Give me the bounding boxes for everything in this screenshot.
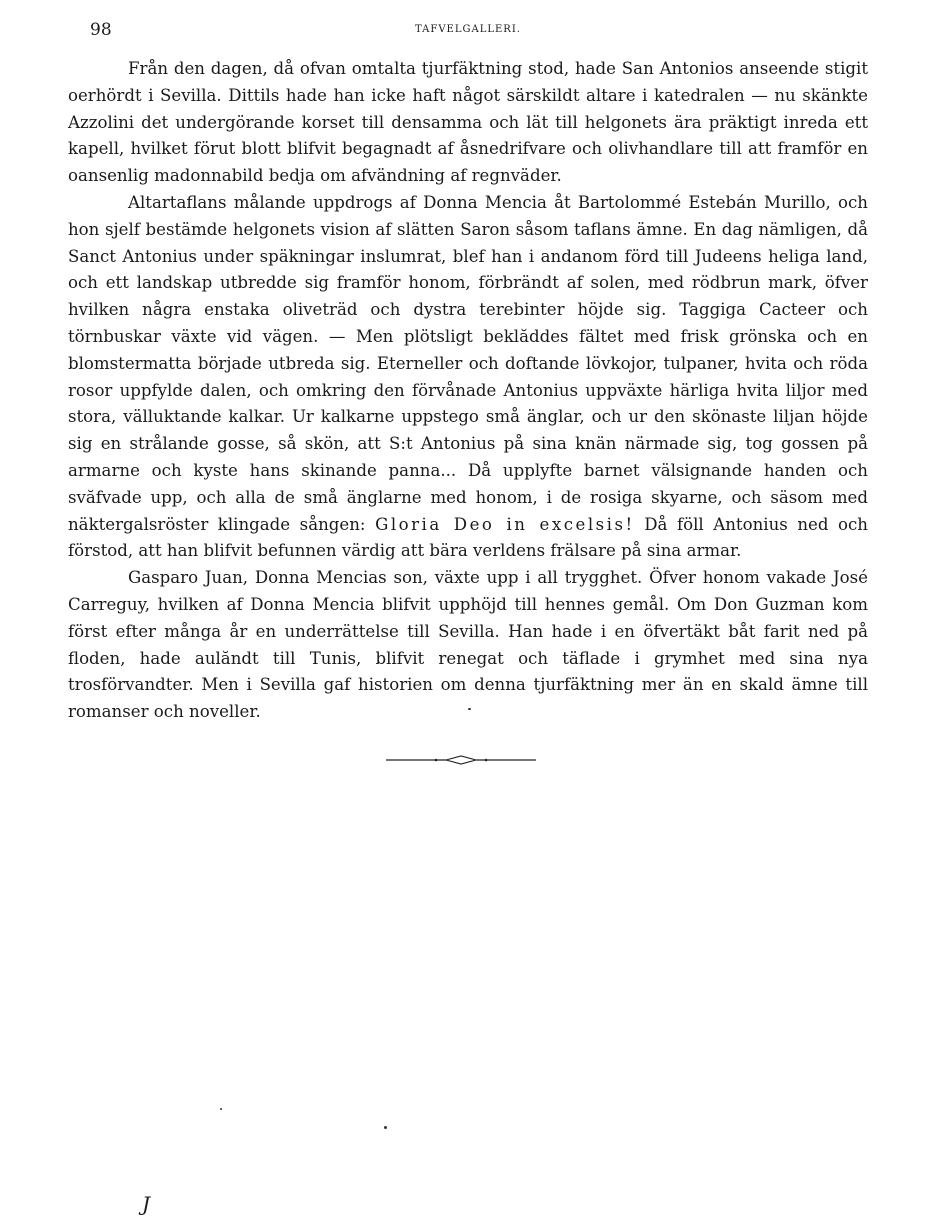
paragraph-2-text-b: Då föll Antonius ned och förstod, att han blifvit befunnen värdig att bära verldens frälsare på sina armar. bbox=[68, 514, 868, 561]
body-text bbox=[68, 56, 868, 726]
paragraph-3: Gasparo Juan, Donna Mencias son, växte upp i all trygghet. Öfver honom vakade José Carreguy, hvilken af Donna Mencia blifvit upphöjd till hennes gemål. Om Don Guzman kom först efter många år en underrättelse till Sevilla. Han hade i en öfvertäkt båt farit ned på floden, hade aulăndt till Tunis, blifvit renegat och täflade i grymhet med sina nya trosförvandter. Men i Sevilla gaf historien om denna tjurfäktning mer än en skald ämne till romanser och noveller. bbox=[68, 568, 868, 722]
stray-mark: J bbox=[142, 1192, 151, 1216]
running-title: TAFVELGALLERI. bbox=[415, 24, 521, 35]
ink-speck bbox=[220, 1108, 222, 1110]
page-number: 98 bbox=[90, 20, 112, 40]
paragraph-1: Från den dagen, då ofvan omtalta tjurfäktning stod, hade San Antonios anseende stigit oerhördt i Sevilla. Dittils hade han icke haft något särskildt altare i katedralen — nu skänkte Azzolini det undergörande korset till densamma och lät till helgonets ära präktigt inreda ett kapell, hvilket förut blott blifvit begagnadt af åsnedrifvare och olivhandlare till att framför en oansenlig madonnabild bedja om afvändning af regnväder. bbox=[68, 59, 868, 186]
paragraph-2-text-a: Altartaflans målande uppdrogs af Donna Mencia åt Bartolommé Estebán Murillo, och hon sjelf bestämde helgonets vision af slätten Saron såsom taflans ämne. En dag nämligen, då Sanct Antonius under späkningar inslumrat, blef han i andanom förd till Judeens heliga land, och ett landskap utbredde sig framför honom, förbrändt af solen, med rödbrun mark, öfver hvilken några enstaka oliveträd och dystra terebinter höjde sig. Taggiga Cacteer och törnbuskar växte vid vägen. — Men plötsligt beklăddes fältet med frisk grönska och en blomstermatta började utbreda sig. Eterneller och doftande lövkojor, tulpaner, hvita och röda rosor uppfylde dalen, och omkring den förvånade Antonius uppväxte härliga hvita liljor med stora, välluktande kalkar. Ur kalkarne uppstego små änglar, och ur den skönaste liljan höjde sig en strålande gosse, så skön, att S:t Antonius på sina knän närmade sig, tog gossen på armarne och kyste hans skinande panna... Då upplyfte barnet välsignande handen och svăfvade upp, och alla de små änglarne med honom, i de rosiga skyarne, och säsom med näktergalsröster klingade sången: bbox=[68, 192, 868, 534]
ink-speck bbox=[384, 1126, 387, 1129]
latin-quote: Gloria Deo in excelsis! bbox=[375, 514, 635, 534]
paragraph-2 bbox=[68, 190, 868, 565]
tail-piece-ornament-icon bbox=[386, 752, 536, 768]
ink-speck bbox=[468, 708, 471, 710]
